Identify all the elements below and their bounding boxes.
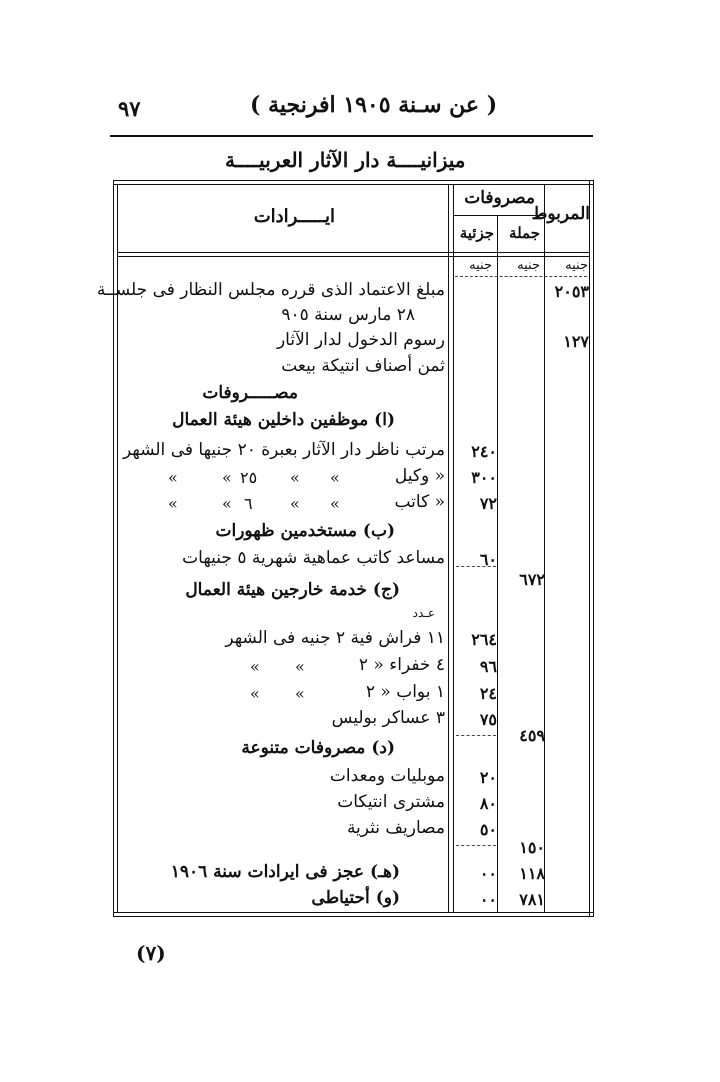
col-sep-total-linked <box>544 184 545 913</box>
row-text: رسوم الدخول لدار الآثار <box>276 330 445 350</box>
header-total: جملة <box>509 224 540 242</box>
partial-value: ٢٤ <box>479 684 497 703</box>
unit-label-total: جنيه <box>517 258 540 273</box>
row-text: « وكيل <box>394 466 445 486</box>
partial-value: ٢٦٤ <box>471 630 497 649</box>
section-heading: (ب) مستخدمين ظهورات <box>215 521 395 541</box>
section-heading: (د) مصروفات متنوعة <box>241 738 395 758</box>
header-revenues: ايـــــرادات <box>253 206 335 227</box>
partial-value: ٧٥ <box>479 710 497 729</box>
partial-value: ٣٠٠ <box>471 468 497 487</box>
page-number: ٩٧ <box>118 96 141 121</box>
linked-value: ١٢٧ <box>563 332 589 351</box>
table-bottom-border <box>113 912 593 913</box>
section-heading: (ا) موظفين داخلين هيئة العمال <box>172 410 395 430</box>
total-value: ٧٨١ <box>519 890 545 909</box>
ditto-mark: « <box>250 684 260 703</box>
header-bottom-rule-double <box>117 256 589 257</box>
row-text: ثمن أصناف انتيكة بيعت <box>281 356 445 376</box>
subtotal-rule-c <box>456 845 496 846</box>
partial-value: ٥٠ <box>479 820 497 839</box>
header-subrule <box>453 215 544 216</box>
table-right-border <box>589 180 590 917</box>
ditto-mark: « <box>168 494 178 513</box>
header-rule <box>110 135 593 137</box>
partial-value: ٩٦ <box>479 657 497 676</box>
table-right-border-outer <box>593 180 594 917</box>
total-value: ٦٧٢ <box>519 570 545 589</box>
col-sep-revenues <box>448 184 449 913</box>
partial-value: ٢٤٠ <box>471 442 497 461</box>
col-sep-partial-total <box>497 215 498 912</box>
row-text: « كاتب <box>394 492 445 512</box>
total-value: ١١٨ <box>519 864 545 883</box>
ditto-mark: « <box>330 468 340 487</box>
row-text: ١ بواب « ٢ <box>365 682 445 702</box>
ditto-mark: « <box>222 468 232 487</box>
section-heading: (و) أحتياطى <box>311 888 400 908</box>
row-text: مبلغ الاعتماد الذى قرره مجلس النظار فى جلســة <box>96 280 445 300</box>
ditto-mark: « <box>290 468 300 487</box>
ditto-mark: « <box>330 494 340 513</box>
ditto-mark: « <box>168 468 178 487</box>
section-heading: (ج) خدمة خارجين هيئة العمال <box>185 580 400 600</box>
total-value: ٤٥٩ <box>519 726 545 745</box>
table-top-border <box>113 180 593 181</box>
partial-value: ٠٠ <box>479 890 497 909</box>
row-text: ٢٨ مارس سنة ٩٠٥ <box>281 305 415 325</box>
header-partial: جزئية <box>459 224 494 242</box>
section-heading: مصـــــروفات <box>202 383 298 403</box>
table-title: ميزانيــــة دار الآثار العربيــــة <box>225 148 466 172</box>
table-bottom-border-inner <box>113 916 593 917</box>
row-text: ١١ فراش فية ٢ جنيه فى الشهر <box>225 628 445 648</box>
ditto-mark: « <box>295 684 305 703</box>
header-expenditure: مصروفات <box>464 188 535 208</box>
header-bottom-rule <box>117 252 589 253</box>
table-top-border-inner <box>113 184 593 185</box>
unit-label-linked: جنيه <box>565 258 588 273</box>
ditto-mark: « <box>290 494 300 513</box>
header-linked: المربوط <box>531 204 590 224</box>
partial-value: ٨٠ <box>479 794 497 813</box>
footer-mark: (٧) <box>136 941 166 965</box>
row-text: مصاريف نثرية <box>346 818 445 838</box>
count-label: عـدد <box>412 606 435 620</box>
row-text: ٣ عساكر بوليس <box>331 708 445 728</box>
ditto-mark: « <box>222 494 232 513</box>
ditto-mark: « <box>250 657 260 676</box>
subtotal-rule-b <box>456 735 496 736</box>
total-value: ١٥٠ <box>519 838 545 857</box>
ditto-amount: ٢٥ <box>240 468 258 487</box>
partial-value: ٠٠ <box>479 864 497 883</box>
col-sep-revenues-double <box>453 184 454 913</box>
row-text: مساعد كاتب عماهية شهرية ٥ جنيهات <box>182 548 445 568</box>
row-text: ٤ خفراء « ٢ <box>358 655 445 675</box>
partial-value: ٧٢ <box>479 494 497 513</box>
unit-rule <box>455 276 587 277</box>
linked-value: ٢٠٥٣ <box>554 282 589 301</box>
running-title: ( عن سـنة ١٩٠٥ افرنجية ) <box>250 92 498 118</box>
ditto-amount: ٦ <box>244 494 253 513</box>
row-text: مشترى انتيكات <box>337 792 445 812</box>
partial-value: ٦٠ <box>479 550 497 569</box>
unit-label-partial: جنيه <box>469 258 492 273</box>
row-text: موبليات ومعدات <box>329 766 445 786</box>
row-text: مرتب ناظر دار الآثار بعبرة ٢٠ جنيها فى الشهر <box>123 440 445 460</box>
partial-value: ٢٠ <box>479 768 497 787</box>
ditto-mark: « <box>295 657 305 676</box>
section-heading: (هـ) عجز فى ايرادات سنة ١٩٠٦ <box>170 862 400 882</box>
